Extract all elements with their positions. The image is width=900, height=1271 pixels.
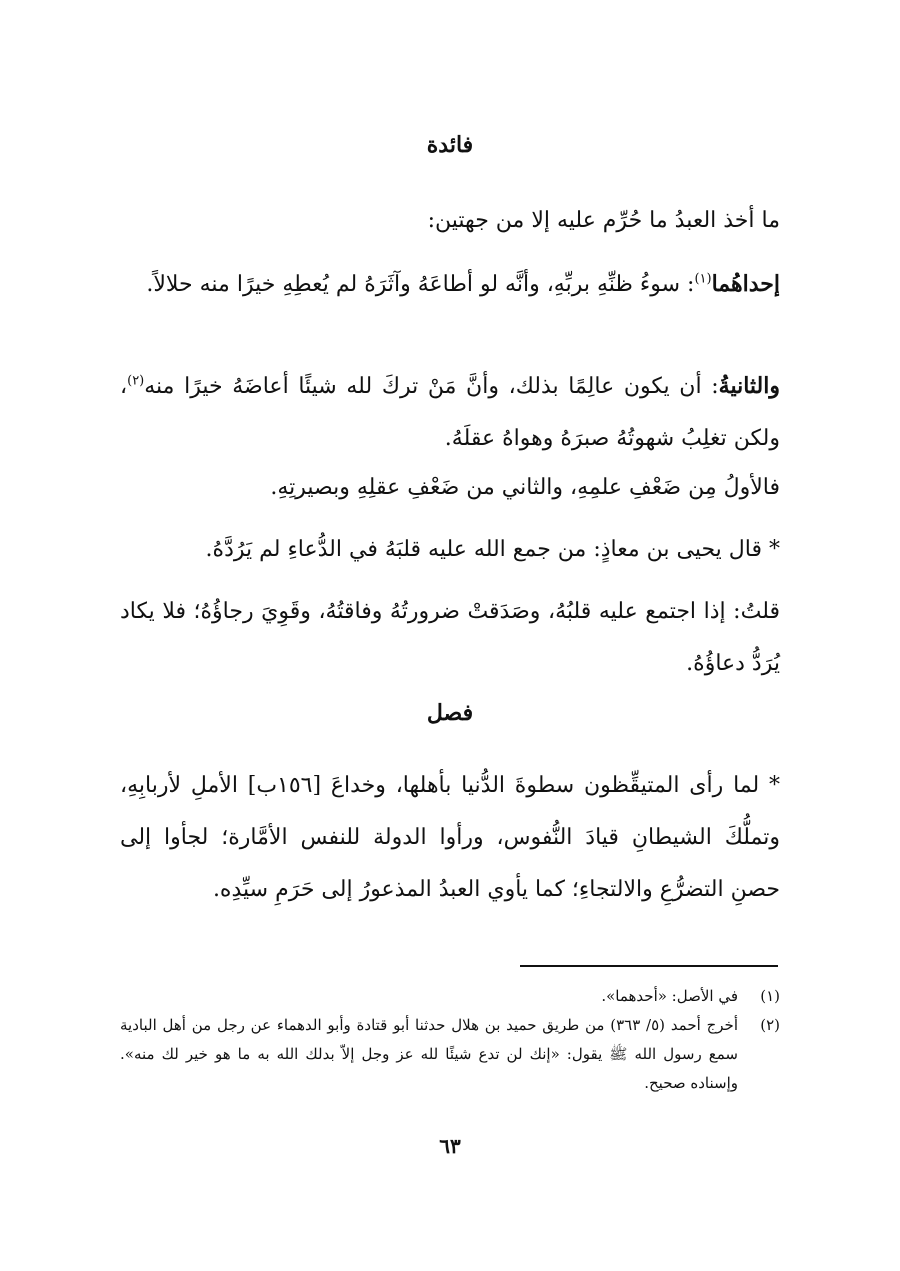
footnotes-section (120, 982, 780, 1098)
paragraph-first-reason (120, 258, 780, 311)
paragraph-second-reason (120, 360, 780, 465)
second-reason-label: والثانيةُ (718, 373, 780, 399)
paragraph-yahya-quote: * قال يحيى بن معاذٍ: من جمع الله عليه قلبَهُ في الدُّعاءِ لم يَرُدَّهُ. (205, 537, 780, 562)
footnote-number: (٢) (760, 1016, 780, 1034)
footnote-text: في الأصل: «أحدهما». (601, 987, 738, 1005)
footnote-1 (120, 982, 780, 1011)
first-reason-label: إحداهُما (711, 271, 780, 297)
paragraph-vigilant: * لما رأى المتيقِّظون سطوةَ الدُّنيا بأهلها، وخداعَ [١٥٦ب] الأملِ لأربابِهِ، وتملُّكَ الشيطانِ قيادَ النُّفوس، ورأوا الدولة للنفس الأمَّارة؛ لجأوا إلى حصنِ التضرُّعِ والالتجاءِ؛ كما يأوي العبدُ المذعورُ إلى حَرَمِ سيِّدِه. (120, 773, 781, 902)
footnote-2 (120, 1011, 780, 1098)
section-heading-fasl: فصل (426, 700, 474, 726)
section-heading-faida: فائدة (426, 132, 474, 158)
paragraph-conclusion: فالأولُ مِن ضَعْفِ علمِهِ، والثاني من ضَعْفِ عقلِهِ وبصيرتِهِ. (270, 475, 780, 500)
first-reason-text: : سوءُ ظنِّهِ بربِّهِ، وأنَّه لو أطاعَهُ وآثَرَهُ لم يُعطِهِ خيرًا منه حلالاً. (146, 272, 695, 297)
intro-paragraph: ما أخذ العبدُ ما حُرِّم عليه إلا من جهتين: (427, 208, 780, 233)
second-reason-text-a: : أن يكون عالِمًا بذلك، وأنَّ مَنْ تركَ لله شيئًا أعاضَهُ خيرًا منه (144, 374, 719, 399)
footnote-text: أخرج أحمد (٥/ ٣٦٣) من طريق حميد بن هلال حدثنا أبو قتادة وأبو الدهماء عن رجل من أهل البادية سمع رسول الله ﷺ يقول: «إنك لن تدع شيئًا لله عز وجل إلاّ بدلك الله به ما هو خير لك منه». وإسناده صحيح. (120, 1016, 738, 1092)
footnote-divider (520, 965, 778, 967)
footnote-ref-2: (٢) (127, 373, 145, 389)
footnote-ref-1: (١) (694, 271, 712, 287)
paragraph-author-comment: قلتُ: إذا اجتمع عليه قلبُهُ، وصَدَقتْ ضرورتُهُ وفاقتُهُ، وقَوِيَ رجاؤُهُ؛ فلا يكاد يُرَدُّ دعاؤُهُ. (120, 599, 780, 676)
page-number: ٦٣ (439, 1134, 461, 1158)
footnote-number: (١) (760, 987, 780, 1005)
second-reason-text-b: ، ولكن تغلِبُ شهوتُهُ صبرَهُ وهواهُ عقلَهُ. (120, 374, 780, 451)
